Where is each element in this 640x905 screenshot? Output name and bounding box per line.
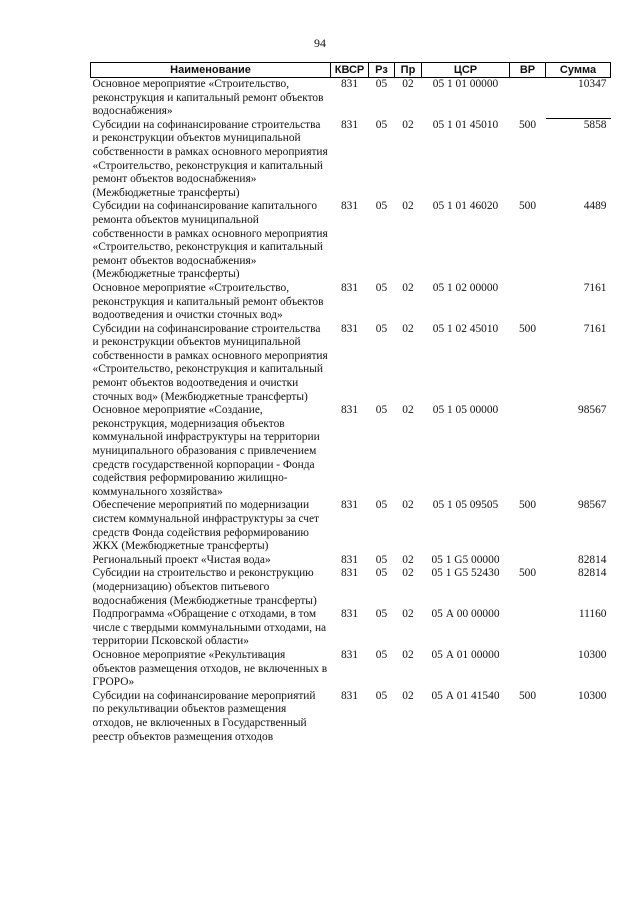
budget-table: [90, 62, 611, 744]
cell-kvsr: 831: [340, 404, 359, 417]
cell-rz: 05: [375, 78, 388, 90]
cell-vr: 500: [518, 567, 537, 580]
cell-kvsr: 831: [340, 553, 359, 566]
cell-csr: 05 А 01 00000: [431, 648, 500, 661]
cell-vr: [510, 649, 546, 690]
cell-name: Основное мероприятие «Рекультивация объектов размещения отходов, не включенных в ГРОРО»: [92, 648, 328, 689]
table-row: [91, 323, 611, 405]
cell-rz: 05: [375, 553, 388, 566]
cell-csr: 05 1 G5 00000: [431, 553, 500, 566]
cell-name: Субсидии на софинансирование мероприятий по рекультивации объектов размещения отходов, не включенных в Государственный реестр объектов размещения отходов: [92, 689, 316, 743]
cell-pr: 02: [402, 648, 414, 661]
cell-pr: 02: [402, 200, 414, 213]
cell-sum: 10300: [578, 689, 607, 702]
cell-kvsr: 831: [340, 322, 359, 335]
table-row: [91, 554, 611, 568]
table-row: [91, 78, 611, 119]
cell-pr: 02: [402, 322, 414, 335]
cell-name: Субсидии на софинансирование капитального ремонта объектов муниципальной собственности в рамках основного мероприятия «Строительство, реконструкция и капитальный ремонт объектов водоснабжения» (Межбюджетные трансферты): [92, 200, 328, 281]
header-sum: Сумма: [546, 63, 611, 78]
header-name: Наименование: [91, 63, 331, 78]
table-row: [91, 499, 611, 553]
table-row: [91, 119, 611, 201]
cell-name: Основное мероприятие «Строительство, реконструкция и капитальный ремонт объектов водоснабжения»: [92, 78, 324, 118]
cell-vr: [510, 608, 546, 649]
cell-vr: [510, 554, 546, 568]
cell-pr: 02: [402, 689, 414, 702]
cell-sum: 7161: [583, 281, 607, 294]
cell-pr: 02: [402, 78, 414, 90]
cell-sum: 7161: [583, 322, 607, 335]
cell-name: Обеспечение мероприятий по модернизации систем коммунальной инфраструктуры за счет средств Фонда содействия реформированию ЖКХ (Межбюджетные трансферты): [92, 499, 320, 553]
page-number: 94: [314, 36, 326, 50]
cell-sum: 5858: [583, 119, 607, 132]
cell-kvsr: 831: [340, 281, 359, 294]
cell-name: Региональный проект «Чистая вода»: [92, 553, 271, 566]
header-rz: Рз: [369, 63, 395, 78]
cell-kvsr: 831: [340, 499, 359, 512]
cell-sum: 98567: [578, 404, 607, 417]
cell-csr: 05 1 05 00000: [432, 404, 499, 417]
cell-csr: 05 1 01 45010: [432, 118, 499, 131]
cell-rz: 05: [375, 322, 388, 335]
cell-csr: 05 1 05 09505: [432, 499, 499, 512]
cell-rz: 05: [375, 281, 388, 294]
cell-kvsr: 831: [340, 567, 359, 580]
cell-csr: 05 1 G5 52430: [431, 567, 500, 580]
cell-vr: [510, 78, 546, 119]
cell-kvsr: 831: [340, 200, 359, 213]
cell-rz: 05: [375, 689, 388, 702]
header-pr: Пр: [395, 63, 422, 78]
cell-sum: 4489: [583, 200, 607, 213]
cell-csr: 05 1 01 46020: [432, 200, 499, 213]
cell-kvsr: 831: [340, 118, 359, 131]
cell-csr: 05 1 01 00000: [432, 78, 499, 90]
cell-name: Субсидии на софинансирование строительства и реконструкции объектов муниципальной собственности в рамках основного мероприятия «Строительство, реконструкция и капитальный ремонт объектов водоснабжения» (Межбюджетные трансферты): [92, 118, 328, 199]
cell-sum: 82814: [578, 553, 607, 566]
table-row: [91, 690, 611, 744]
cell-vr: 500: [518, 499, 537, 512]
header-csr: ЦСР: [422, 63, 510, 78]
cell-kvsr: 831: [340, 689, 359, 702]
table-row: [91, 567, 611, 608]
cell-pr: 02: [402, 608, 414, 621]
cell-csr: 05 А 00 00000: [431, 608, 500, 621]
cell-sum: 98567: [578, 499, 607, 512]
table-row: [91, 608, 611, 649]
cell-pr: 02: [402, 404, 414, 417]
cell-pr: 02: [402, 118, 414, 131]
cell-rz: 05: [375, 567, 388, 580]
cell-rz: 05: [375, 648, 388, 661]
cell-rz: 05: [375, 404, 388, 417]
cell-pr: 02: [402, 553, 414, 566]
cell-vr: [510, 404, 546, 499]
cell-name: Субсидии на софинансирование строительства и реконструкции объектов муниципальной собственности в рамках основного мероприятия «Строительство, реконструкция и капитальный ремонт объектов водоотведения и очистки сточных вод» (Межбюджетные трансферты): [92, 322, 328, 403]
cell-name: Основное мероприятие «Создание, реконструкция, модернизация объектов коммунальной инфраструктуры на территории муниципального образования с привлечением средств государственной корпорации - Фонда содействия реформированию жилищно-коммунального хозяйства»: [92, 404, 320, 498]
cell-csr: 05 А 01 41540: [431, 689, 500, 702]
cell-name: Субсидии на строительство и реконструкцию (модернизацию) объектов питьевого водоснабжения (Межбюджетные трансферты): [92, 567, 317, 607]
cell-sum: 11160: [578, 608, 607, 621]
cell-sum: 10300: [578, 648, 607, 661]
table-row: [91, 200, 611, 282]
cell-csr: 05 1 02 00000: [432, 281, 499, 294]
cell-pr: 02: [402, 567, 414, 580]
cell-vr: 500: [518, 200, 537, 213]
table-row: [91, 404, 611, 499]
cell-vr: 500: [518, 118, 537, 131]
header-kvsr: КВСР: [331, 63, 369, 78]
cell-pr: 02: [402, 499, 414, 512]
cell-pr: 02: [402, 281, 414, 294]
cell-kvsr: 831: [340, 78, 359, 90]
cell-sum: 82814: [578, 567, 607, 580]
cell-vr: [510, 282, 546, 323]
cell-vr: 500: [518, 322, 537, 335]
header-vr: ВР: [510, 63, 546, 78]
cell-csr: 05 1 02 45010: [432, 322, 499, 335]
cell-rz: 05: [375, 608, 388, 621]
cell-rz: 05: [375, 200, 388, 213]
cell-vr: 500: [518, 689, 537, 702]
table-row: [91, 282, 611, 323]
cell-name: Подпрограмма «Обращение с отходами, в том числе с твердыми коммунальными отходами, на территории Псковской области»: [92, 608, 327, 648]
cell-rz: 05: [375, 499, 388, 512]
table-header-row: [91, 63, 611, 78]
cell-name: Основное мероприятие «Строительство, реконструкция и капитальный ремонт объектов водоотведения и очистки сточных вод»: [92, 281, 324, 322]
cell-kvsr: 831: [340, 648, 359, 661]
table-row: [91, 649, 611, 690]
cell-sum: 10347: [546, 78, 611, 119]
cell-kvsr: 831: [340, 608, 359, 621]
cell-rz: 05: [375, 118, 388, 131]
